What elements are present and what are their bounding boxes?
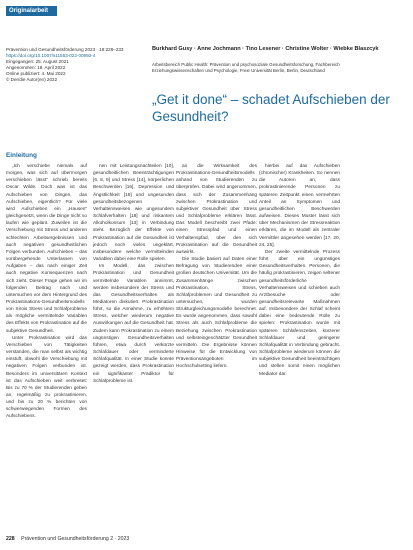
- paragraph: „Ich verschiebe niemals auf morgen, was sich auf übermorgen verschieben lässt“ schrieb bereits Oscar Wilde. Doch was ist das Aufschieben von Dingen, das Aufschieben, eigentlich? Für viele wird Aufschieben ein „Hausen“ gleichgesetzt, wenn die Dinge nicht so laufen wie geplant. Zuweilen ist die Verschiebung mit Stress und anderen schlechten Arbeitsergebnissen und auch negativen gesundheitlichen Folgen verbunden. Aufschieben – das vorübergehende Unterlassen von Aufgaben – das nach einiger Zeit auch negative Konsequenzen nach sich zieht. Dieser Frage gehen wir im folgenden Beitrag nach und untersuchen vor dem Hintergrund des Prokrastinations-Gesundheitsmodells von Sirois Stress und Schlafprobleme als mögliche vermittelnde Variablen des Effekts von Prokrastination auf die subjektive Gesundheit.: [6, 164, 87, 334]
- paragraph: an die Wirksamkeit des Prokrastinations-Gesundheitsmodells anhand von Studierenden zu überprüfen. Dabei wird angenommen, dass sich der Zusammenhang zwischen Prokrastination und subjektiver Gesundheit über Stress und Schlafprobleme erklären lässt. Das Modell beschreibt zwei Pfade: einen Stresspfad und einen Verhaltenspfad, über den sich Prokrastination auf die Gesundheit auswirkt.: [176, 164, 257, 255]
- paragraph: Im Modell, das zwischen Prokrastination und Gesundheit vermittelnde Variablen annimmt, werden insbesondere der Stress und das Gesundheitsverhalten als Mediatoren diskutiert. Prokrastination führt, so die Annahme, zu erhöhtem Stress, welcher wiederum negative Auswirkungen auf die Gesundheit hat. Zudem kann Prokrastination zu einem ungünstigen Gesundheitsverhalten führen, etwa durch verkürzte Schlafdauer oder verminderte Schlafqualität. In einer Studie konnte gezeigt werden, dass Prokrastination ein signifikanter Prädiktor für Schlafprobleme ist.: [93, 264, 174, 384]
- body-column-1: [6, 163, 87, 541]
- page-number: 228: [6, 536, 15, 542]
- article-title: „Get it done“ – schadet Aufschieben der Gesundheit?: [152, 92, 390, 124]
- paragraph: nen mit Leistungsnachteilen [10], gesundheitlichen Beeinträchtigungen [6, 8, 9] und Stress [14], körperlichen Beschwerden [16], Depression und Ängstlichkeit [19] und ungesunden gesundheitsbezogenen Verhaltensweisen wie ungesundem Schlafverhalten [18] und riskantem Alkoholkonsum [13] in Verbindung steht. Bezüglich der Effekte von Prokrastination auf die Gesundheit ist jedoch noch vieles ungeklärt, insbesondere welche vermittelnden Variablen dabei eine Rolle spielen.: [93, 164, 174, 263]
- journal-citation: Prävention und Gesundheitsförderung 2023 · 18:228–233: [6, 47, 124, 52]
- received-date: Eingegangen: 25. August 2021: [6, 59, 69, 65]
- article-type-tag: Originalarbeit: [6, 6, 57, 16]
- author-affiliation: Arbeitsbereich Public Health: Prävention und psychosoziale Gesundheitsforschung, Fachbereich Erziehungswissenschaften und Psychologie, Freie Universität Berlin, Berlin, Deutschland: [152, 62, 340, 73]
- paragraph: Die Studie basiert auf Daten einer Befragung von Studierenden einer großen deutschen Universität. Um die Zusammenhänge zwischen Prokrastination, Stress, Schlafproblemen und Gesundheit zu untersuchen, wurden Strukturgleichungsmodelle berechnet. Es wurde angenommen, dass sowohl Stress als auch Schlafprobleme die Beziehung zwischen Prokrastination und selbsteingeschätzter Gesundheit vermitteln. Die Ergebnisse können Hinweise für die Entwicklung von Präventionsangeboten im Hochschulsetting liefern.: [176, 257, 257, 370]
- paragraph: Der zweite vermittelnde Prozess führt über ein ungünstiges Gesundheitsverhalten. Personen, die häufig prokrastinieren, zeigen seltener gesundheitsförderliche Verhaltensweisen und schieben auch Arztbesuche oder gesundheitsrelevante Maßnahmen auf. Insbesondere der Schlaf scheint dabei eine bedeutende Rolle zu spielen: Prokrastination wurde mit späteren Schlafenszeiten, kürzerer Schlafdauer und geringerer Schlafqualität in Verbindung gebracht. Schlafprobleme wiederum können die subjektive Gesundheit beeinträchtigen und stellen somit einen möglichen Mediator dar.: [259, 249, 340, 377]
- section-heading: Einleitung: [6, 152, 37, 159]
- article-metadata: [6, 47, 146, 84]
- paragraph: hierbei auf das Aufschieben (chronischer) Krankheiten. So nennen die Autoren an, dass prokrastinierende Personen zu späteren Zeitpunkt einen vermehrten Anteil an Symptomen und gesundheitlichen Beschwerden aufweisen. Dieses Muster lässt sich über Mechanismen der Stressreaktion erklären, die im Modell als zentraler Vermittler angesehen werden [17, 20, 24, 25].: [259, 164, 340, 248]
- author-list: Burkhard Gusy · Anne Jochmann · Tino Lesener · Christine Wolter · Wiebke Blaszcyk: [152, 46, 379, 52]
- page-footer: [6, 536, 129, 542]
- doi-link[interactable]: https://doi.org/10.1007/s11553-022-00950-4: [6, 53, 96, 59]
- copyright-notice: © Der/die Autor(en) 2022: [6, 77, 58, 83]
- body-column-2: [93, 163, 174, 541]
- online-date: Online publiziert: 4. Mai 2022: [6, 71, 66, 77]
- body-column-4: [259, 163, 340, 541]
- accepted-date: Angenommen: 18. April 2022: [6, 65, 66, 71]
- body-column-3: [176, 163, 257, 541]
- footer-journal: Prävention und Gesundheitsförderung 2 · 2023: [21, 536, 130, 542]
- paragraph: Unter Prokrastination wird das Verschieben von Tätigkeiten verstanden, die man selbst als wichtig einstuft, obwohl die Verschiebung mit negativen Folgen verbunden ist. Besonders im universitären Kontext ist das Aufschieben weit verbreitet: Bis zu 70 % der Studierenden geben an, regelmäßig zu prokrastinieren, und bis zu 20 % berichten von schwerwiegenden Formen des Aufschiebens.: [6, 335, 87, 420]
